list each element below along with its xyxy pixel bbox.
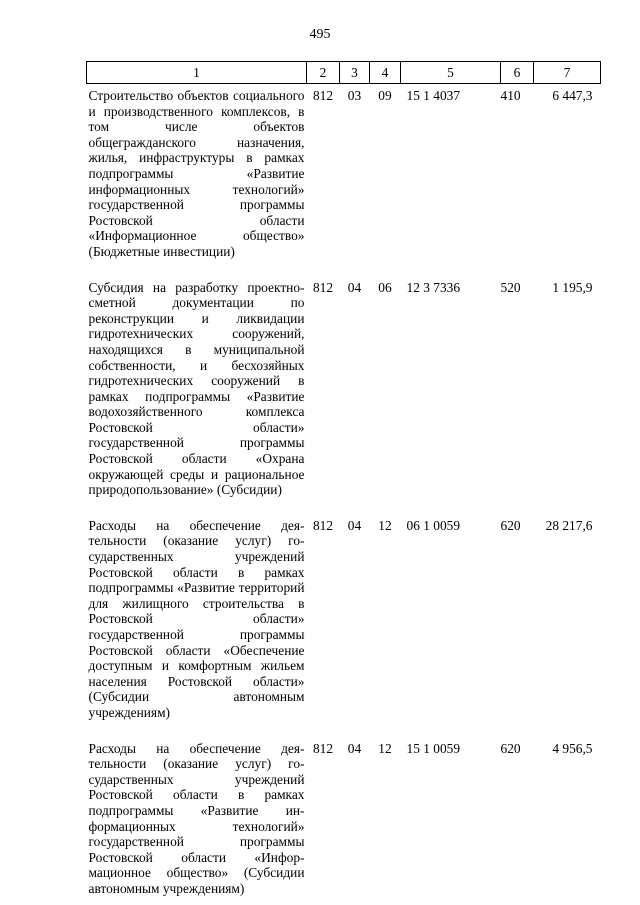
table-row: [87, 737, 601, 897]
row-description: Субсидия на разработку проектно-сметной документации по реконструкции и ликвидации гидротехнических сооружений, находящихся в муниципальной собственности, и бесхозяйных гидротехнических сооружений в рамках подпрограммы «Развитие водохозяйственного комплекса Ростовской области» государственной программы Ростовской области «Охрана окружающей среды и рациональное природопользование» (Субсидии): [88, 279, 305, 498]
row-description: Строительство объектов социального и производственного комплексов, в том числе объектов общегражданского назначения, жилья, инфраструктуры в рамках подпрограммы «Развитие информационных технологий» государственной программы Ростовской области «Информационное общество» (Бюджетные инвестиции): [88, 88, 305, 259]
table-header: [87, 62, 601, 84]
header-col-6: 6: [501, 62, 534, 84]
header-col-4: 4: [370, 62, 401, 84]
section-code: 03: [347, 88, 362, 103]
header-col-7: 7: [534, 62, 601, 84]
amount-value: 6 447,3: [552, 88, 593, 103]
section-code: 04: [347, 279, 362, 295]
table-body: [87, 84, 601, 897]
target-article-code: 12 3 7336: [406, 279, 461, 295]
target-article-code: 15 1 0059: [406, 740, 461, 756]
budget-table: [86, 61, 601, 897]
row-description: Расходы на обеспечение деятельности (оказание услуг) государственных учреждений Ростовской области в рамках подпрограммы «Развитие информационных технологий» государственной программы Ростовской области «Информационное общество» (Субсидии автономным учреждениям): [88, 740, 305, 896]
table-row: [87, 276, 601, 514]
expense-type-code: 620: [500, 517, 521, 533]
ministry-code: 812: [312, 88, 334, 103]
amount-value: 28 217,6: [545, 517, 593, 533]
expense-type-code: 620: [500, 740, 521, 756]
header-col-3: 3: [340, 62, 370, 84]
table-row: [87, 514, 601, 737]
subsection-code: 06: [378, 279, 392, 295]
row-description: Расходы на обеспечение деятельности (оказание услуг) государственных учреждений Ростовской области в рамках подпрограммы «Развитие территорий для жилищного строительства в Ростовской области» государственной программы Ростовской области «Обеспечение доступным и комфортным жильем населения Ростовской области» (Субсидии автономным учреждениям): [88, 517, 305, 720]
ministry-code: 812: [312, 279, 334, 295]
table-row: [87, 84, 601, 276]
ministry-code: 812: [312, 740, 334, 756]
header-col-2: 2: [307, 62, 340, 84]
header-row: [87, 62, 601, 84]
subsection-code: 09: [378, 88, 392, 103]
header-col-1: 1: [87, 62, 307, 84]
subsection-code: 12: [378, 517, 392, 533]
section-code: 04: [347, 740, 362, 756]
header-col-5: 5: [401, 62, 501, 84]
page-number: 495: [309, 27, 331, 42]
amount-value: 4 956,5: [552, 740, 593, 756]
target-article-code: 06 1 0059: [406, 517, 461, 533]
target-article-code: 15 1 4037: [406, 88, 461, 103]
section-code: 04: [347, 517, 362, 533]
expense-type-code: 410: [500, 88, 521, 103]
subsection-code: 12: [378, 740, 392, 756]
expense-type-code: 520: [500, 279, 521, 295]
ministry-code: 812: [312, 517, 334, 533]
amount-value: 1 195,9: [552, 279, 593, 295]
